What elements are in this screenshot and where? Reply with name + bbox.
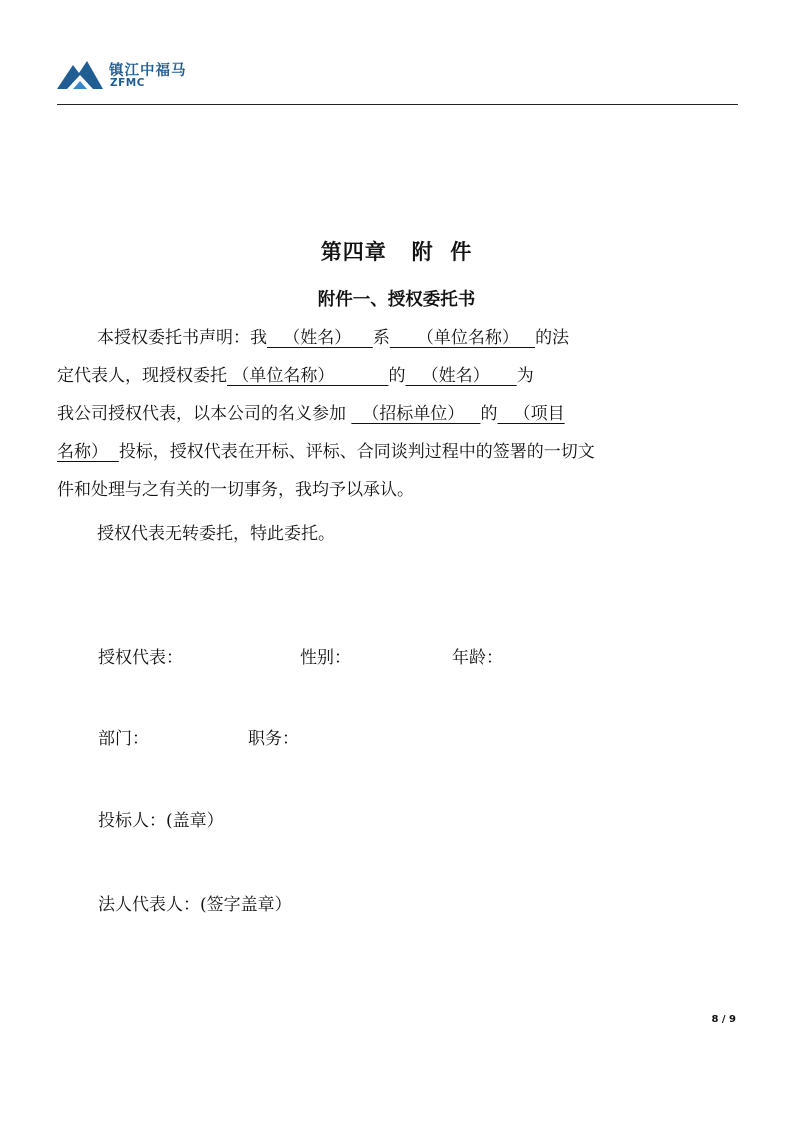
blank-project-name: 名称） <box>57 442 119 462</box>
annex-title: 附件一、授权委托书 <box>317 290 476 310</box>
text-segment: 的法 <box>535 328 570 348</box>
text-segment: 投标，授权代表在开标、评标、合同谈判过程中的签署的一切文 <box>118 442 595 462</box>
paragraph-line-2 <box>57 361 738 391</box>
field-legal-representative: 法人代表人：(签字盖章） <box>98 895 292 915</box>
page-number: 8 / 9 <box>711 1014 736 1025</box>
blank-name: （姓名） <box>405 366 517 386</box>
text-segment: 定代表人，现授权委托 <box>57 366 227 386</box>
paragraph-no-subdelegation: 授权代表无转委托，特此委托。 <box>97 524 335 544</box>
text-segment: 我公司授权代表，以本公司的名义参加 <box>57 404 352 424</box>
header-divider <box>57 104 738 105</box>
blank-project-name: （项目 <box>497 404 565 424</box>
paragraph-line-3 <box>57 399 738 429</box>
field-bidder-seal: 投标人：(盖章） <box>98 811 224 831</box>
text-segment: 为 <box>516 366 534 386</box>
text-segment: 系 <box>372 328 390 348</box>
paragraph-line-5: 件和处理与之有关的一切事务，我均予以承认。 <box>57 480 414 500</box>
field-department: 部门： <box>98 729 149 749</box>
text-segment: 的 <box>480 404 498 424</box>
text-segment: 的 <box>388 366 406 386</box>
field-representative: 授权代表： <box>98 648 183 668</box>
blank-name: （姓名） <box>267 328 373 348</box>
paragraph-line-4 <box>57 437 738 467</box>
mountain-logo-icon <box>57 57 103 89</box>
company-logo <box>57 57 197 93</box>
chapter-title: 第四章 附 件 <box>320 239 473 264</box>
blank-tender-unit: （招标单位） <box>351 404 481 424</box>
field-age: 年龄： <box>452 648 503 668</box>
text-segment: 本授权委托书声明：我 <box>97 328 267 348</box>
logo-english-name: ZFMC <box>110 77 145 89</box>
logo-chinese-name: 镇江中福马 <box>109 63 187 79</box>
paragraph-line-1 <box>57 323 738 353</box>
field-gender: 性别： <box>300 648 351 668</box>
blank-company-name: （单位名称） <box>389 328 536 348</box>
field-position: 职务： <box>248 729 299 749</box>
blank-company-name: （单位名称） <box>227 366 389 386</box>
